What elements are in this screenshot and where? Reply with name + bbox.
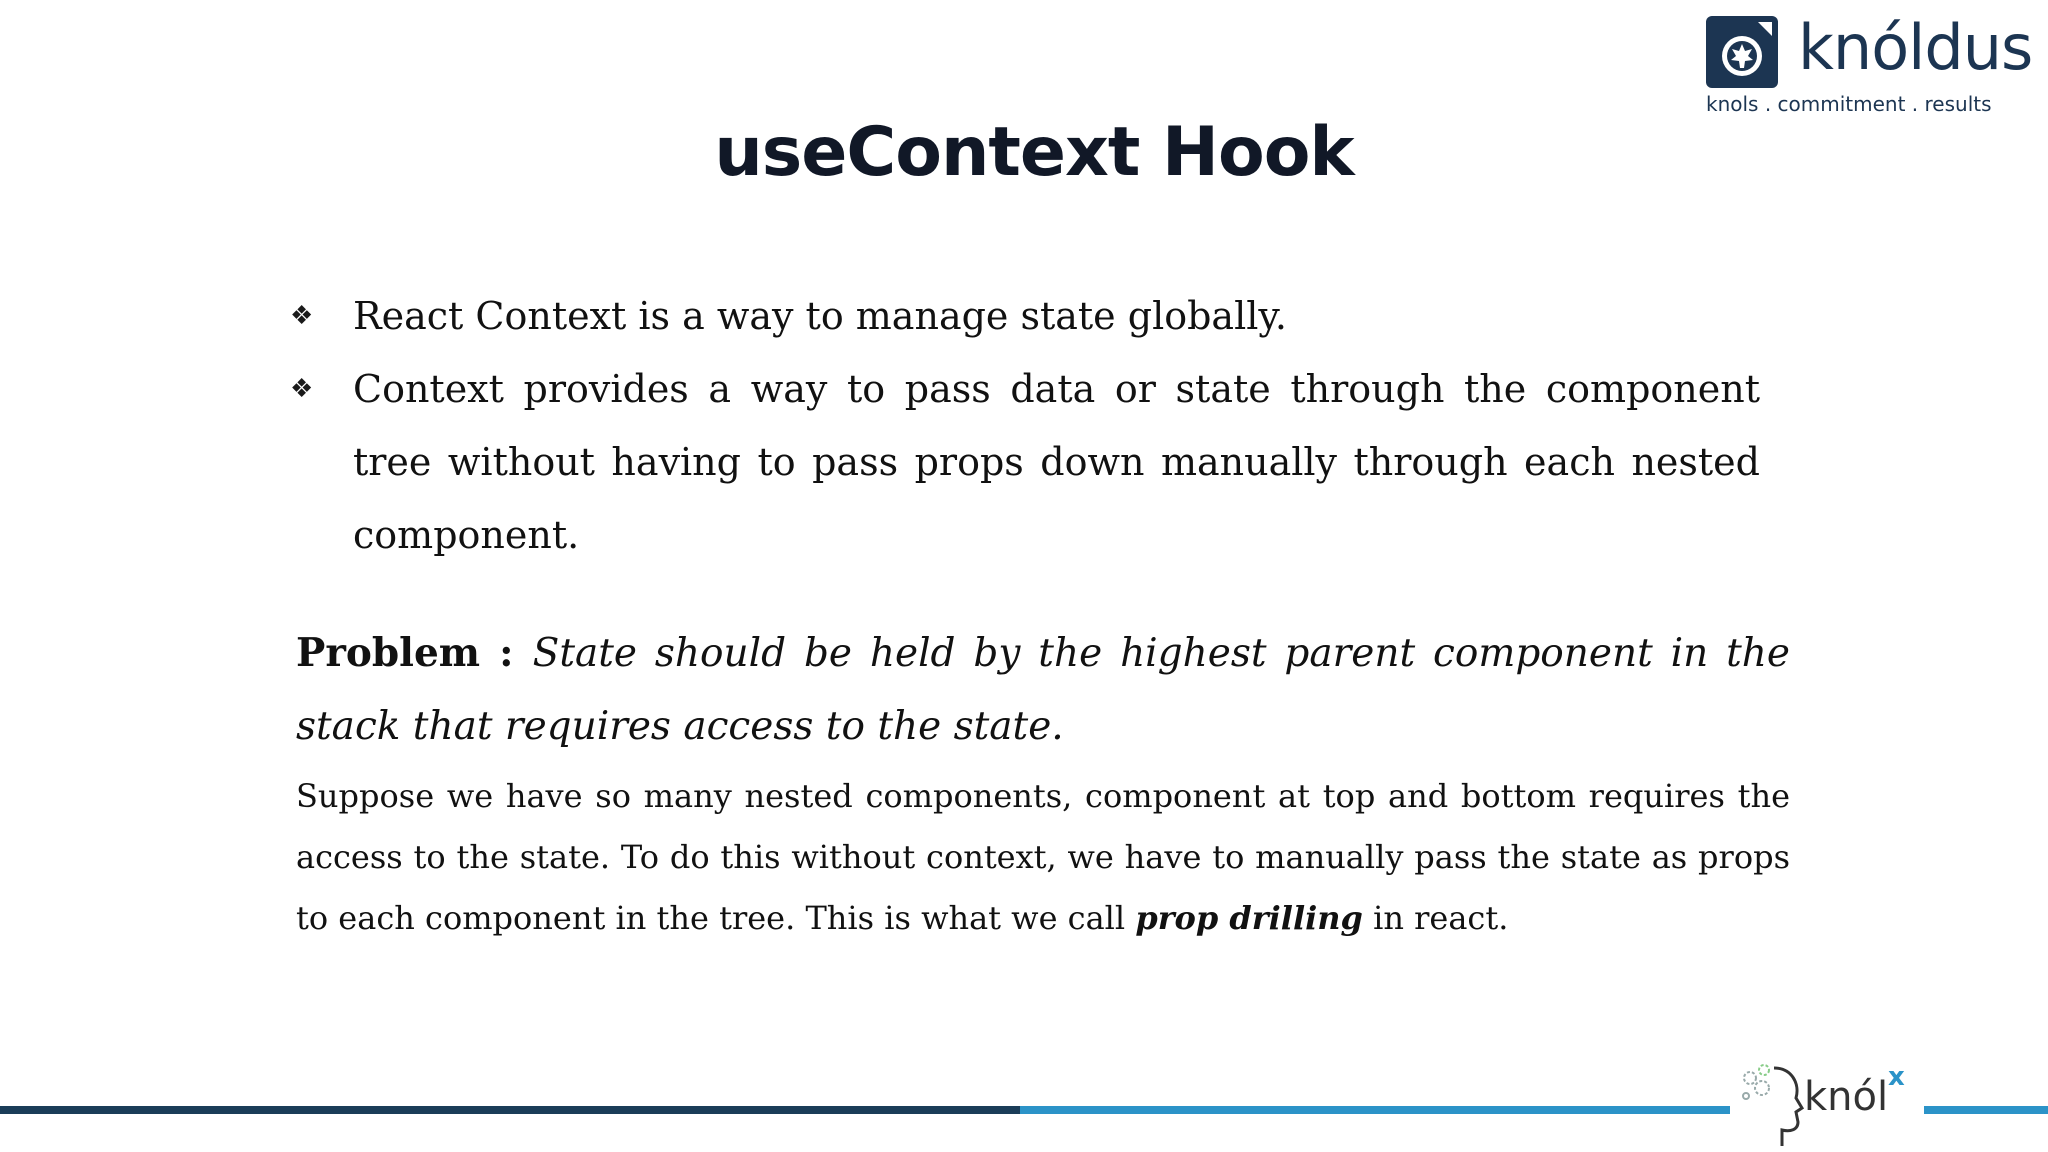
slide-title: useContext Hook xyxy=(714,113,1354,192)
problem-text: State should be held by the highest parent component in the stack that requires access to the state. xyxy=(296,631,1790,749)
explanation-paragraph xyxy=(296,766,1790,949)
knoldus-logo-icon xyxy=(1706,16,1778,88)
bullet-text: Context provides a way to pass data or state through the component tree without having to pass props down manually through each nested component. xyxy=(353,367,1760,557)
bullet-item xyxy=(290,280,1760,353)
footer-bar-light xyxy=(1020,1106,1730,1114)
knoldus-logo xyxy=(1706,11,2033,120)
logo-wordmark: knóldus xyxy=(1798,11,2033,84)
prop-drilling-term: prop drilling xyxy=(1135,899,1363,937)
bullet-text: React Context is a way to manage state globally. xyxy=(353,294,1287,338)
knolx-superscript: x xyxy=(1888,1062,1905,1092)
bullet-list xyxy=(290,280,1760,572)
problem-separator: : xyxy=(480,630,533,676)
problem-statement xyxy=(296,617,1790,763)
paragraph-text-end: in react. xyxy=(1362,899,1509,937)
head-gears-icon xyxy=(1730,1054,1810,1150)
footer-bar-dark xyxy=(0,1106,1020,1114)
bullet-item xyxy=(290,353,1760,572)
diamond-bullet-icon: ❖ xyxy=(290,374,314,404)
knolx-logo xyxy=(1730,1052,1924,1152)
knolx-wordmark: knól xyxy=(1804,1074,1889,1120)
diamond-bullet-icon: ❖ xyxy=(290,301,314,331)
problem-label: Problem xyxy=(296,630,481,676)
logo-tagline: knols . commitment . results xyxy=(1706,92,1992,116)
footer-bar-light-end xyxy=(1924,1106,2048,1114)
paragraph-text-start: Suppose we have so many nested components, component at top and bottom requires the access to the state. To do this without context, we have to manually pass the state as props to each component in the tree. This is what we call xyxy=(296,777,1790,937)
